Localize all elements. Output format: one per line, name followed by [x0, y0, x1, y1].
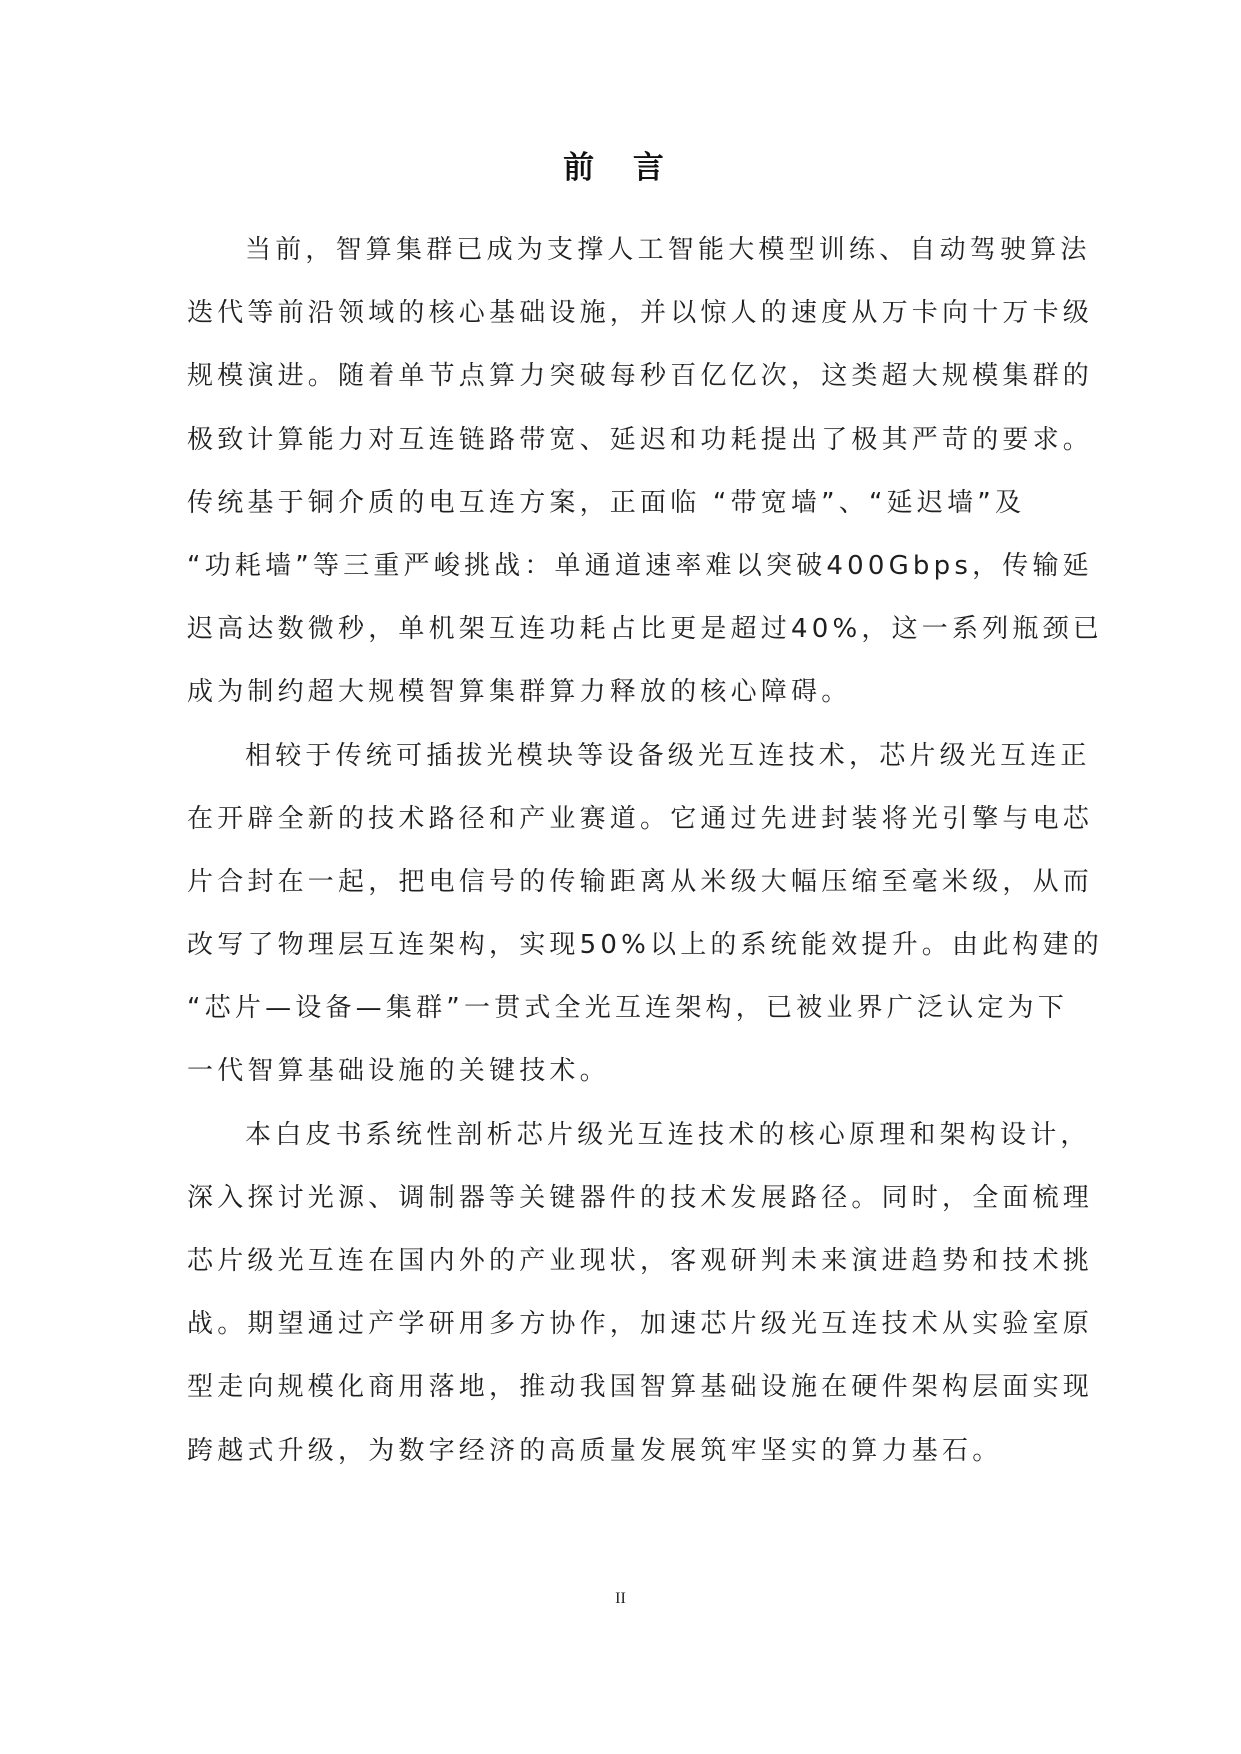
paragraph-line: 跨越式升级，为数字经济的高质量发展筑牢坚实的算力基石。: [187, 1435, 1003, 1466]
paragraph-line: 规模演进。随着单节点算力突破每秒百亿亿次，这类超大规模集群的: [187, 361, 1094, 392]
paragraph-line: 极致计算能力对互连链路带宽、延迟和功耗提出了极其严苛的要求。: [187, 424, 1094, 455]
paragraph-line: 型走向规模化商用落地，推动我国智算基础设施在硬件架构层面实现: [187, 1372, 1094, 1403]
paragraph-line: 在开辟全新的技术路径和产业赛道。它通过先进封装将光引擎与电芯: [187, 803, 1094, 834]
paragraph-line: 成为制约超大规模智算集群算力释放的核心障碍。: [187, 677, 852, 708]
paragraph-line: 战。期望通过产学研用多方协作，加速芯片级光互连技术从实验室原: [187, 1309, 1094, 1340]
paragraph-line: 相较于传统可插拔光模块等设备级光互连技术，芯片级光互连正: [245, 740, 1091, 771]
paragraph-line: “功耗墙”等三重严峻挑战：单通道速率难以突破400Gbps，传输延: [187, 550, 1093, 581]
paragraph-line: 当前，智算集群已成为支撑人工智能大模型训练、自动驾驶算法: [245, 235, 1091, 265]
paragraph-line: 传统基于铜介质的电互连方案，正面临 “带宽墙”、“延迟墙”及: [187, 487, 1026, 518]
paragraph-1: [187, 232, 1103, 738]
paragraph-line: 迟高达数微秒，单机架互连功耗占比更是超过40%，这一系列瓶颈已: [187, 614, 1103, 645]
preface-body: [187, 232, 1103, 1496]
paragraph-line: 改写了物理层互连架构，实现50%以上的系统能效提升。由此构建的: [187, 930, 1103, 961]
page-number: II: [615, 1590, 626, 1607]
paragraph-line: 本白皮书系统性剖析芯片级光互连技术的核心原理和架构设计，: [245, 1119, 1091, 1150]
paragraph-line: 深入探讨光源、调制器等关键器件的技术发展路径。同时，全面梳理: [187, 1182, 1094, 1213]
paragraph-line: 一代智算基础设施的关键技术。: [187, 1056, 610, 1087]
paragraph-2: [187, 738, 1103, 1117]
paragraph-line: “芯片—设备—集群”一贯式全光互连架构，已被业界广泛认定为下: [187, 993, 1068, 1024]
paragraph-line: 片合封在一起，把电信号的传输距离从米级大幅压缩至毫米级，从而: [187, 866, 1094, 897]
paragraph-line: 芯片级光互连在国内外的产业现状，客观研判未来演进趋势和技术挑: [187, 1246, 1094, 1276]
paragraph-3: [187, 1117, 1094, 1496]
page-title: 前 言: [563, 150, 678, 186]
paragraph-line: 迭代等前沿领域的核心基础设施，并以惊人的速度从万卡向十万卡级: [187, 298, 1094, 329]
